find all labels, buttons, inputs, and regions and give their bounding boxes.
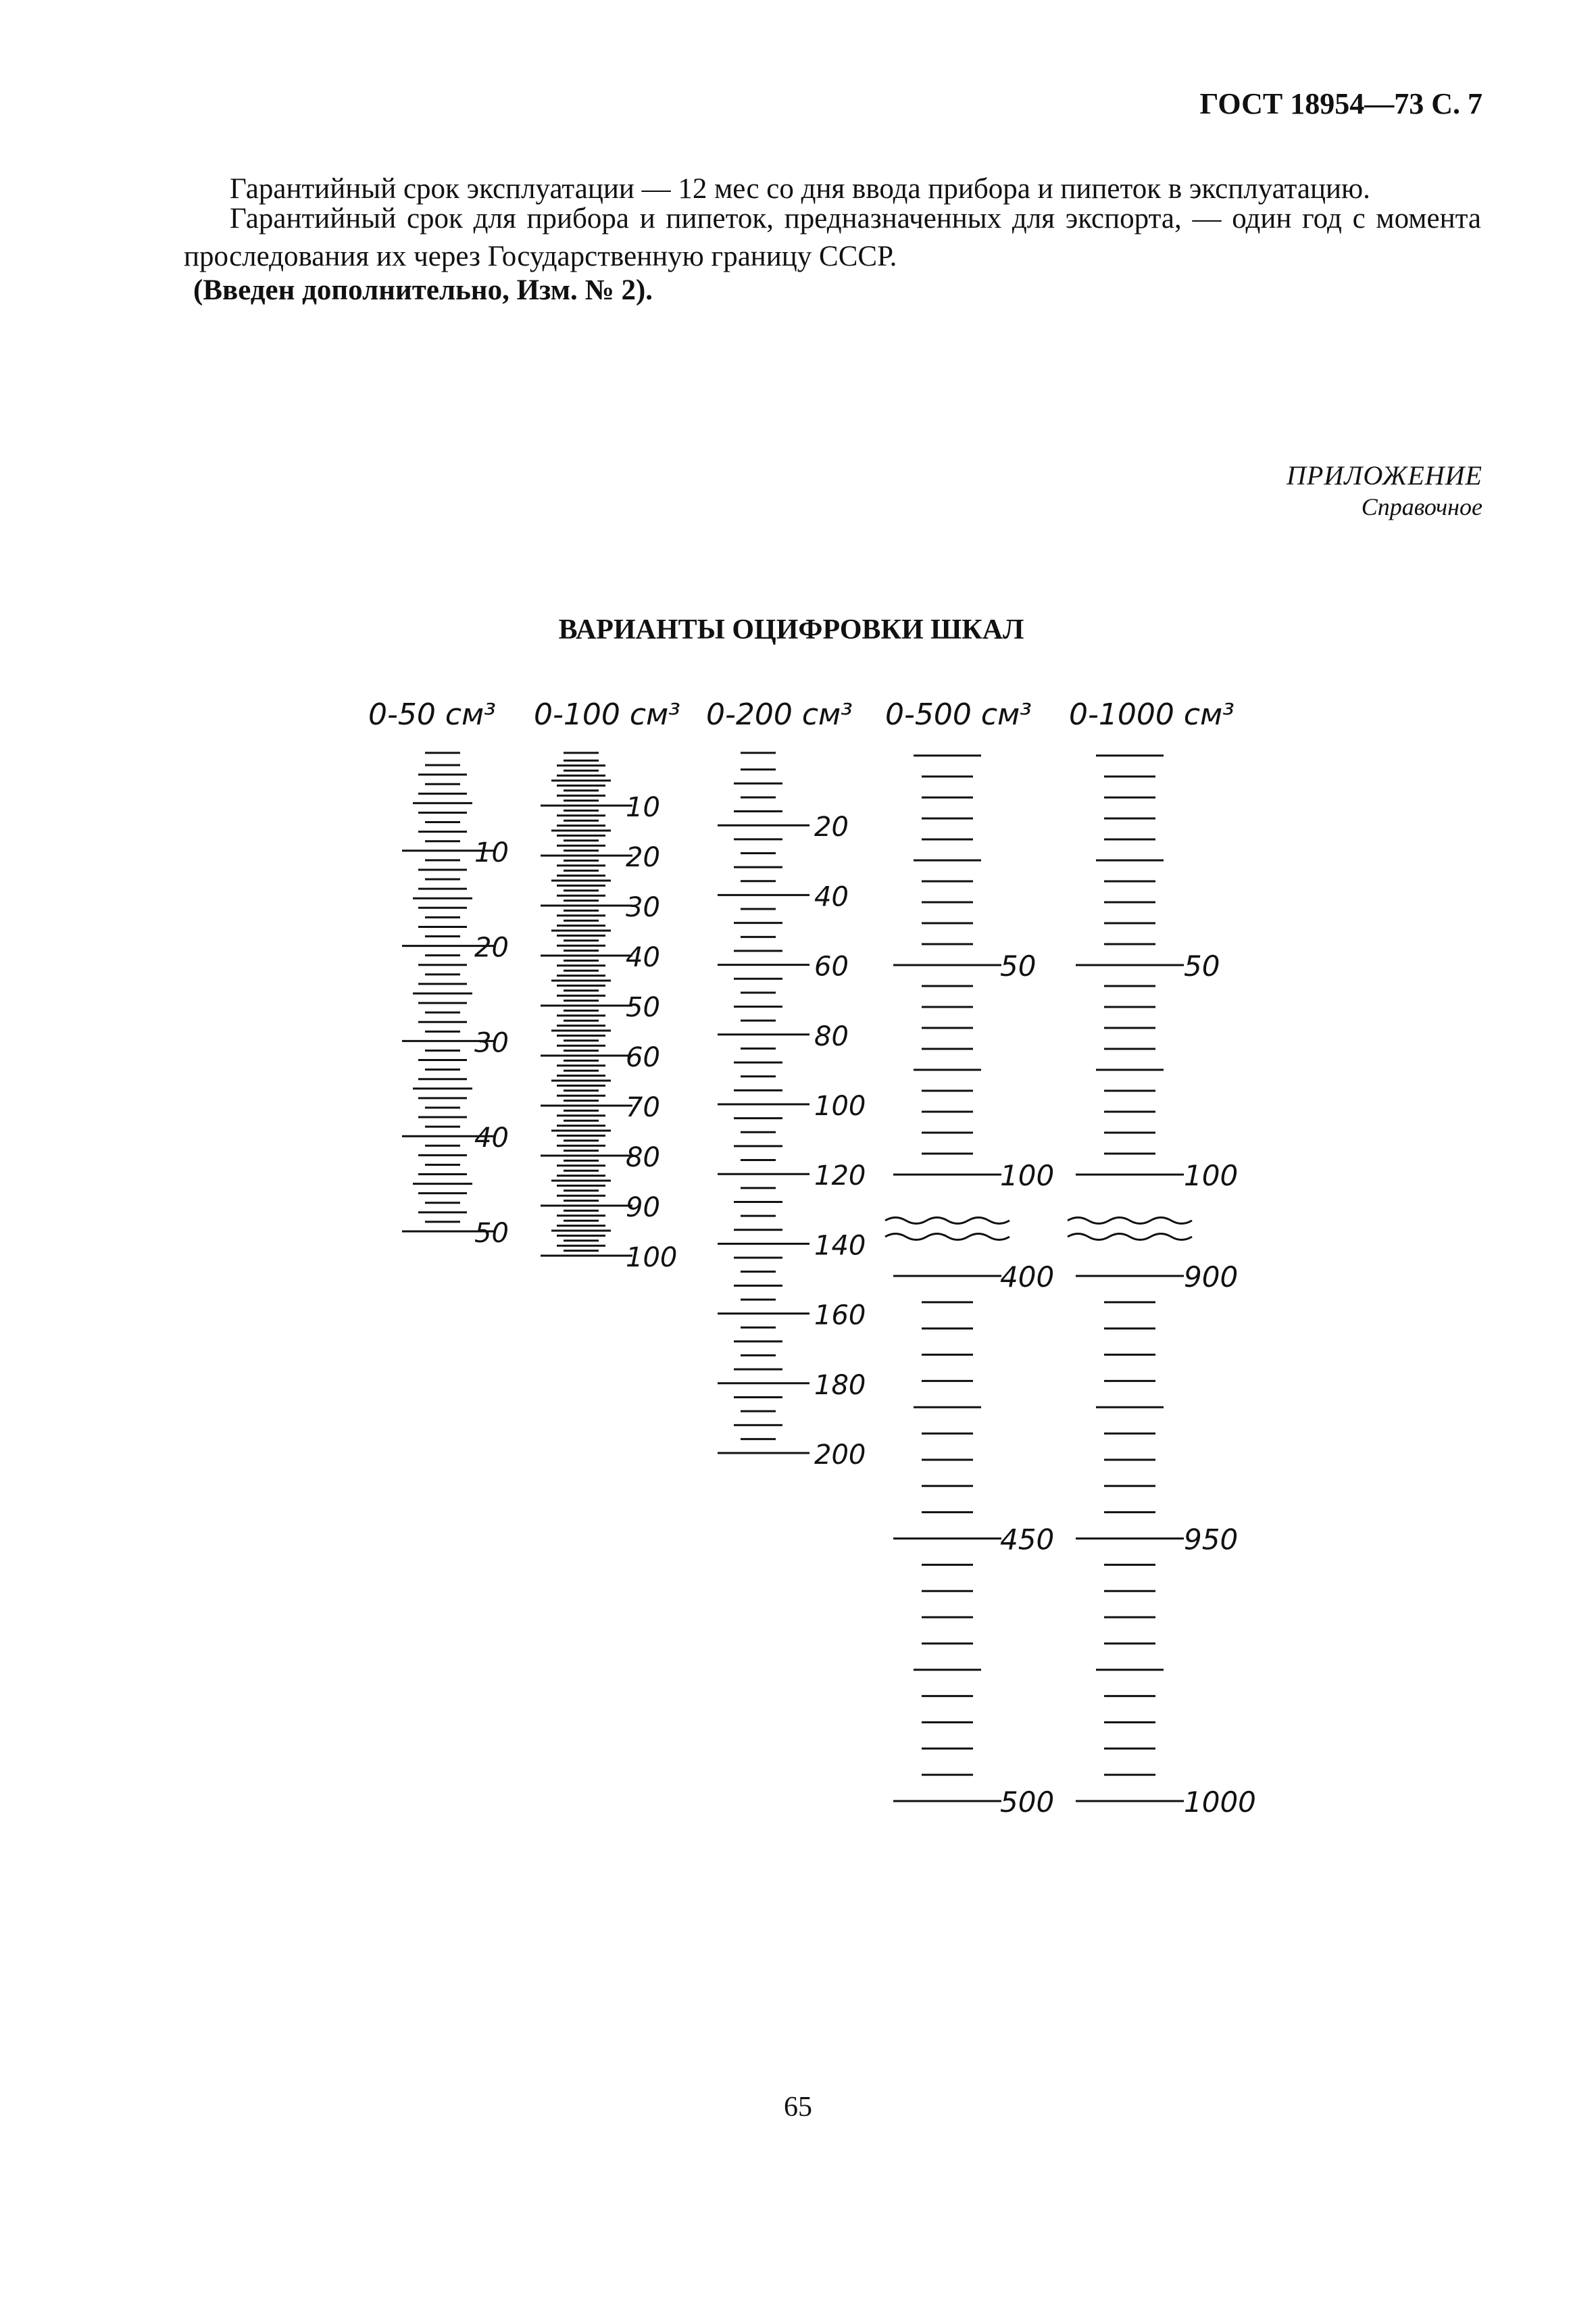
tick-label: 200 [814, 1439, 866, 1471]
scale-label: 0-1000 см³ [1069, 697, 1235, 732]
scale-break [1068, 1218, 1192, 1224]
scale-break [885, 1218, 1009, 1224]
tick-label: 900 [1184, 1260, 1239, 1294]
scale-break [1068, 1234, 1192, 1240]
scale-label: 0-50 см³ [368, 697, 496, 732]
tick-label: 50 [626, 992, 660, 1023]
tick-label: 400 [1000, 1260, 1055, 1294]
tick-label: 50 [1184, 950, 1220, 983]
tick-label: 90 [626, 1192, 660, 1223]
tick-label: 10 [474, 837, 509, 868]
tick-label: 140 [814, 1230, 866, 1262]
tick-label: 1000 [1184, 1786, 1256, 1819]
tick-label: 40 [626, 942, 660, 973]
tick-label: 80 [814, 1020, 849, 1052]
tick-label: 70 [626, 1092, 660, 1123]
scale-label: 0-500 см³ [885, 697, 1032, 732]
tick-label: 100 [1184, 1159, 1239, 1192]
scale-label: 0-100 см³ [534, 697, 680, 732]
tick-label: 40 [814, 881, 849, 913]
tick-label: 500 [1000, 1786, 1055, 1819]
tick-label: 120 [814, 1160, 866, 1192]
tick-label: 80 [626, 1142, 660, 1173]
tick-label: 20 [474, 932, 509, 964]
scale-break [885, 1234, 1009, 1240]
tick-label: 50 [474, 1218, 509, 1249]
page-number: 65 [784, 2092, 812, 2123]
tick-label: 40 [474, 1123, 509, 1154]
paragraph-amendment: (Введен дополнительно, Изм. № 2). [193, 274, 653, 306]
tick-label: 60 [626, 1042, 660, 1073]
tick-label: 100 [1000, 1159, 1055, 1192]
paragraph-warranty: Гарантийный срок эксплуатации — 12 мес со дня ввода прибора и пипеток в эксплуатацию. [230, 173, 1370, 205]
tick-label: 160 [814, 1300, 866, 1331]
tick-label: 20 [814, 812, 849, 843]
tick-label: 20 [626, 842, 660, 873]
tick-label: 10 [626, 792, 660, 823]
page-header: ГОСТ 18954—73 С. 7 [1199, 87, 1482, 120]
tick-label: 30 [474, 1027, 509, 1059]
tick-label: 450 [1000, 1523, 1055, 1556]
appendix-title: ПРИЛОЖЕНИЕ [1287, 460, 1482, 491]
tick-label: 180 [814, 1369, 866, 1401]
tick-label: 950 [1184, 1523, 1239, 1556]
tick-label: 50 [1000, 950, 1037, 983]
paragraph-export-warranty: Гарантийный срок для прибора и пипеток, предназначенных для экспорта, — один год с момента проследования их через Государственную границу СССР. [184, 203, 1481, 272]
tick-label: 100 [814, 1091, 866, 1122]
tick-label: 30 [626, 892, 660, 923]
appendix-subtitle: Справочное [1361, 493, 1482, 520]
tick-label: 100 [626, 1242, 678, 1273]
scale-label: 0-200 см³ [706, 697, 853, 732]
figure-title-text: ВАРИАНТЫ ОЦИФРОВКИ ШКАЛ [558, 614, 1024, 645]
tick-label: 60 [814, 951, 849, 983]
